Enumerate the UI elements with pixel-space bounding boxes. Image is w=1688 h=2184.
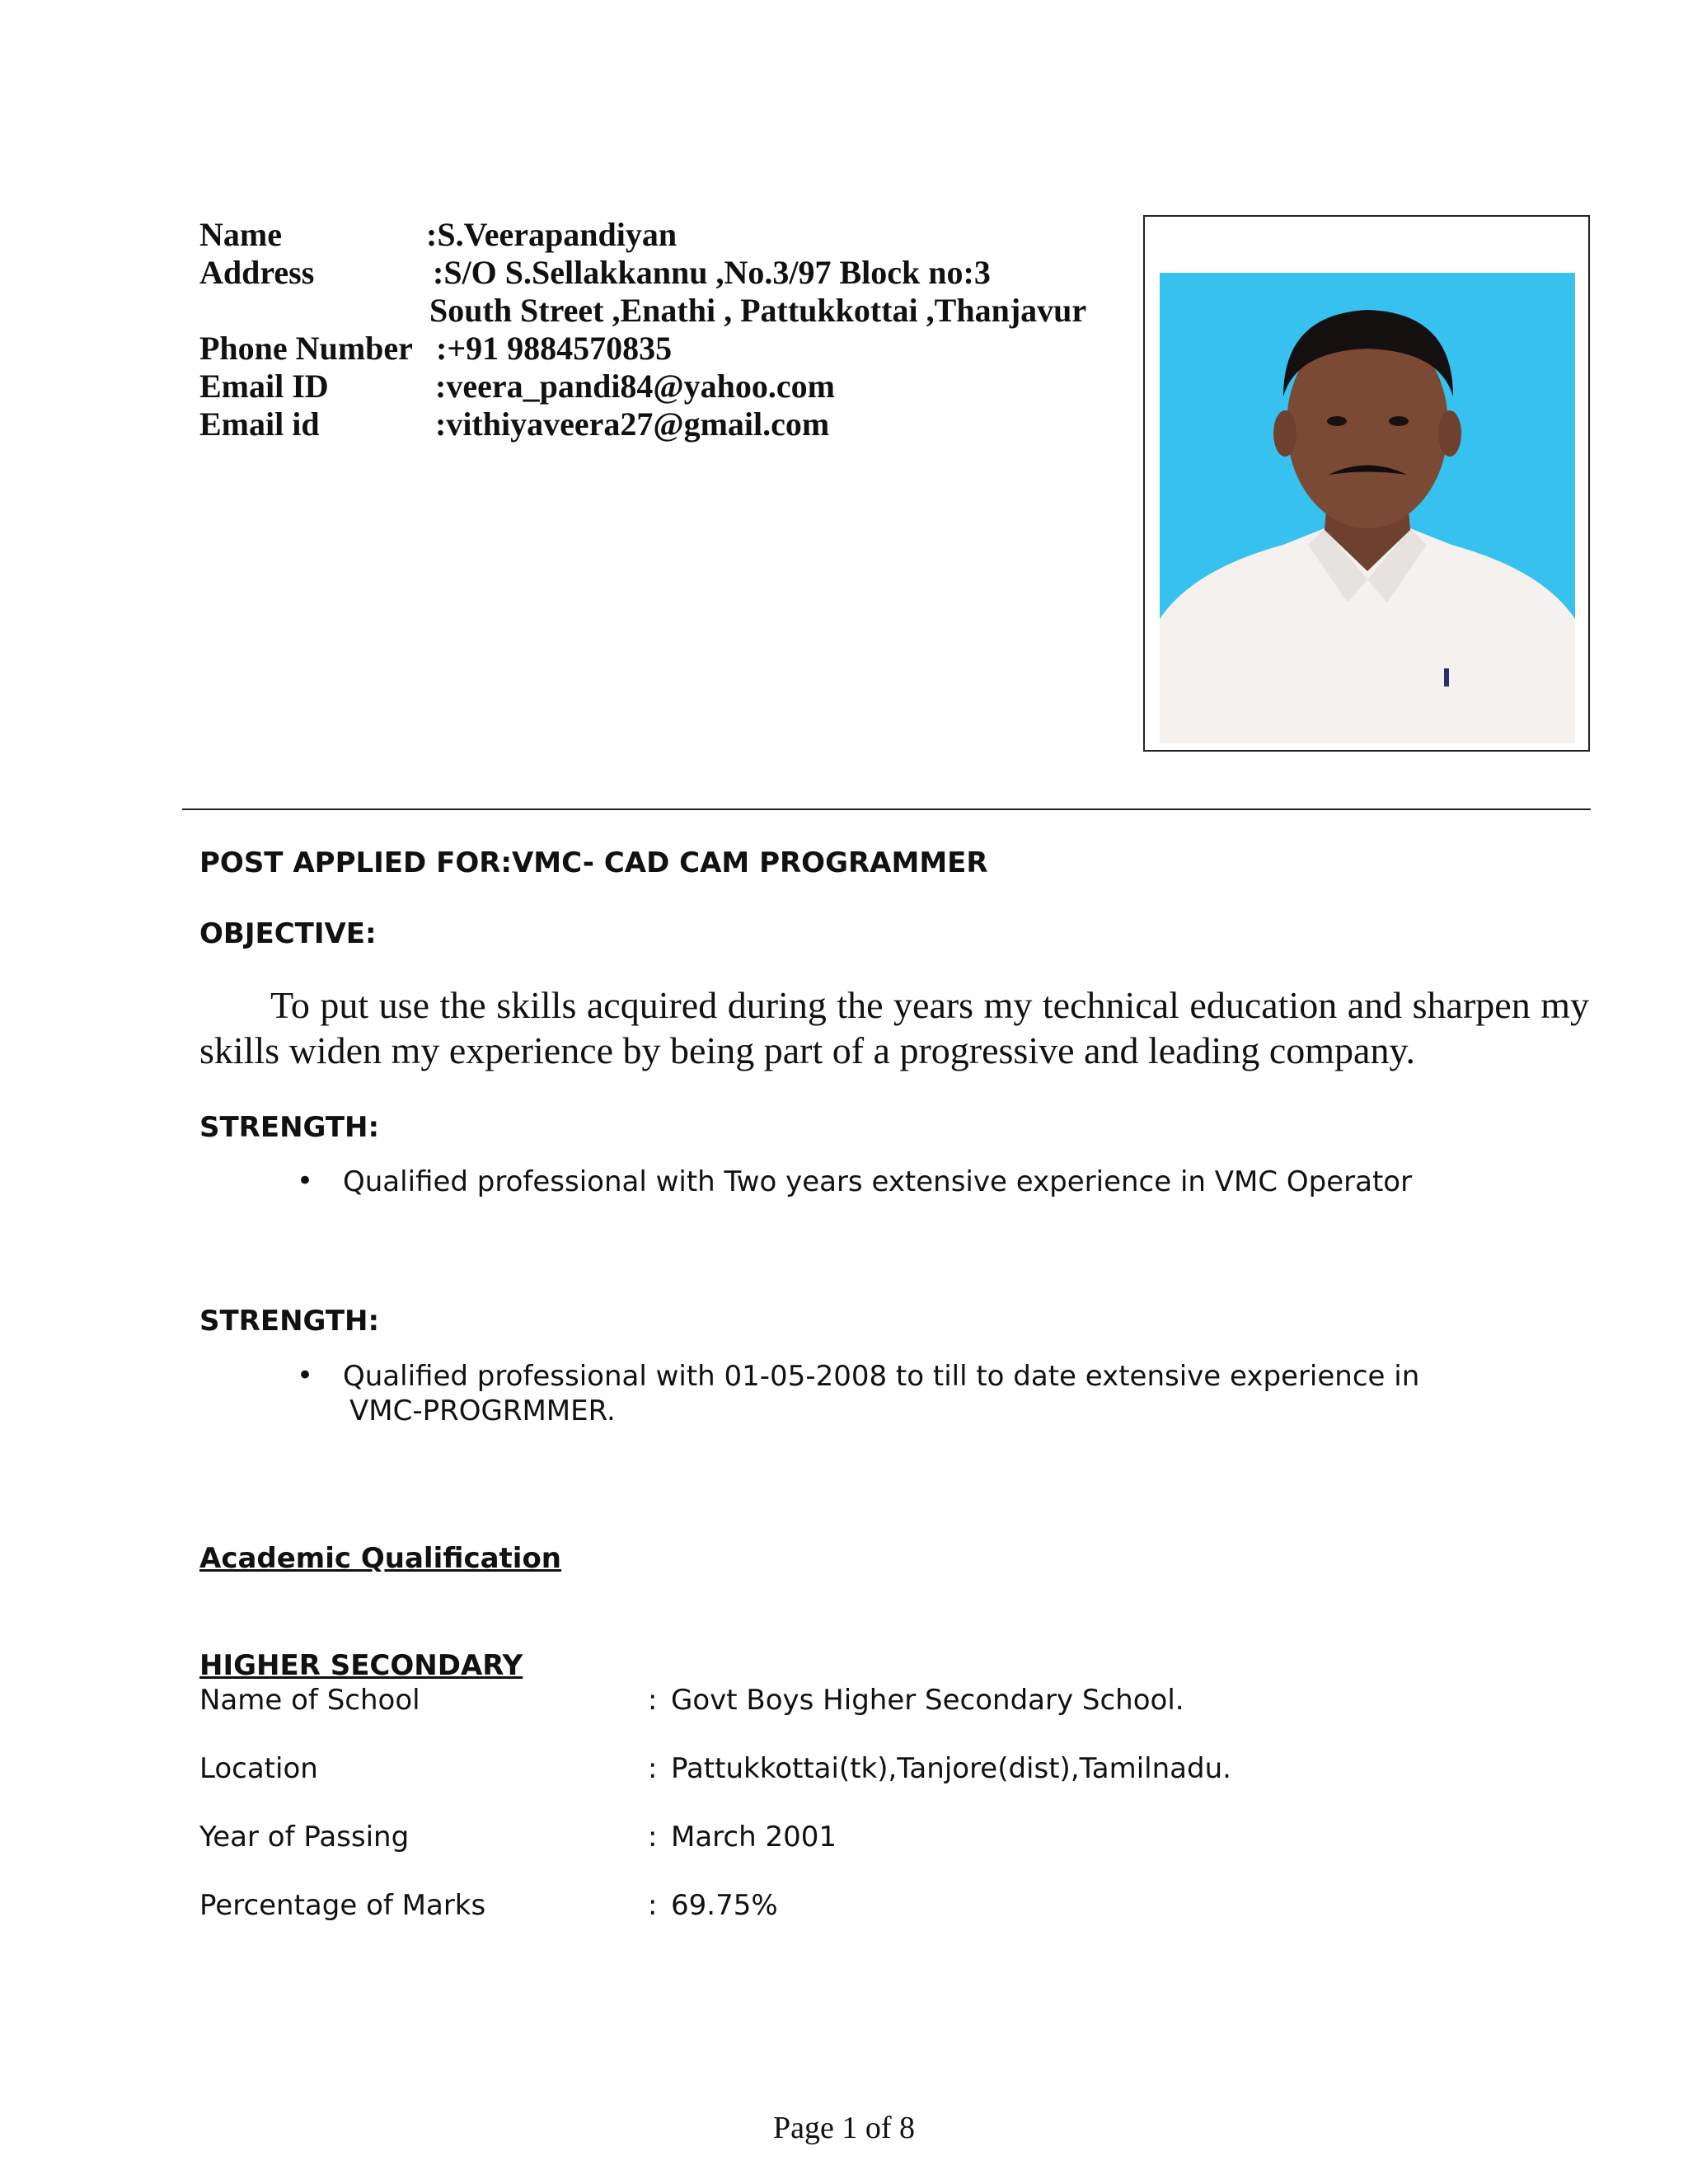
- higher-secondary-heading: HIGHER SECONDARY: [199, 1649, 523, 1682]
- email-label-2: Email id: [199, 405, 320, 443]
- page-number: Page 1 of 8: [772, 2111, 916, 2145]
- bullet-icon: •: [297, 1165, 314, 1197]
- qualification-value: Pattukkottai(tk),Tanjore(dist),Tamilnadu.: [671, 1752, 1231, 1785]
- strength-item-2-line-2: VMC-PROGRMMER.: [349, 1394, 616, 1427]
- portrait-illustration: [1160, 273, 1575, 743]
- strength-item-1: Qualified professional with Two years extensive experience in VMC Operator: [343, 1165, 1413, 1198]
- header-divider: [182, 808, 1591, 810]
- qualification-value: 69.75%: [671, 1889, 778, 1922]
- phone-label: Phone Number: [199, 330, 413, 367]
- phone-value: :+91 9884570835: [436, 330, 673, 367]
- qualification-label: Percentage of Marks: [199, 1889, 486, 1922]
- objective-heading: OBJECTIVE:: [199, 917, 377, 950]
- post-applied-heading: POST APPLIED FOR:VMC- CAD CAM PROGRAMMER: [199, 846, 988, 879]
- address-label: Address: [199, 254, 315, 291]
- qualification-separator: :: [648, 1889, 658, 1922]
- photo-frame: [1143, 215, 1590, 752]
- portrait-photo-icon: [1160, 273, 1575, 743]
- address-line-2: South Street ,Enathi , Pattukkottai ,Thanjavur: [429, 292, 1087, 329]
- address-line-1: :S/O S.Sellakkannu ,No.3/97 Block no:3: [433, 254, 991, 291]
- name-label: Name: [199, 216, 282, 253]
- strength-item-2-line-1: Qualified professional with 01-05-2008 to till to date extensive experience in: [343, 1360, 1420, 1393]
- qualification-value: Govt Boys Higher Secondary School.: [671, 1684, 1184, 1717]
- qualification-label: Location: [199, 1752, 318, 1785]
- qualification-separator: :: [648, 1752, 658, 1785]
- qualification-separator: :: [648, 1821, 658, 1854]
- email-value-2: :vithiyaveera27@gmail.com: [435, 405, 830, 443]
- qualification-value: March 2001: [671, 1821, 837, 1854]
- strength-heading-2: STRENGTH:: [199, 1305, 380, 1338]
- email-label-1: Email ID: [199, 368, 329, 405]
- email-value-1: :veera_pandi84@yahoo.com: [435, 368, 835, 405]
- qualification-label: Year of Passing: [199, 1821, 410, 1854]
- bullet-icon: •: [297, 1359, 314, 1392]
- academic-heading: Academic Qualification: [199, 1542, 562, 1575]
- qualification-label: Name of School: [199, 1684, 420, 1717]
- strength-heading-1: STRENGTH:: [199, 1111, 380, 1144]
- objective-text: To put use the skills acquired during the years my technical education and sharpen my skills widen my experience by being part of a progressive and leading company.: [199, 984, 1589, 1071]
- qualification-separator: :: [648, 1684, 658, 1717]
- name-value: :S.Veerapandiyan: [426, 216, 678, 253]
